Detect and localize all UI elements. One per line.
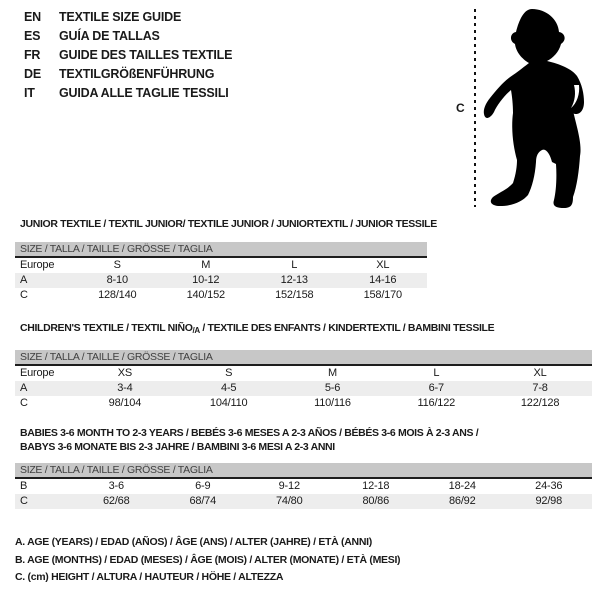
value-cell: 5-6 [324, 382, 341, 394]
row-label: B [20, 480, 28, 492]
value-cell: 98/104 [108, 397, 142, 409]
size-cell: XS [117, 367, 133, 379]
table-row [15, 273, 427, 288]
language-title: GUIDE DES TAILLES TEXTILE [59, 48, 233, 62]
value-cell: 10-12 [192, 274, 220, 286]
value-cell: 74/80 [275, 495, 303, 507]
size-table-children [15, 321, 592, 411]
footnote-b: B. AGE (MONTHS) / EDAD (MESES) / ÂGE (MOIS) / ALTER (MONATE) / ETÀ (MESI) [15, 553, 401, 566]
value-cell: 122/128 [520, 397, 560, 409]
value-cell: 9-12 [278, 480, 300, 492]
value-cell: 4-5 [221, 382, 237, 394]
table-grid [15, 350, 592, 411]
value-cell: 7-8 [532, 382, 548, 394]
language-code: FR [24, 48, 41, 62]
table-row [15, 396, 592, 411]
value-cell: 92/98 [535, 495, 563, 507]
language-row-it [24, 84, 232, 103]
size-cell: L [433, 367, 440, 379]
row-label: A [20, 274, 28, 286]
language-code: DE [24, 67, 41, 81]
value-cell: 3-4 [117, 382, 133, 394]
size-header-bar: SIZE / TALLA / TAILLE / GRÖSSE / TAGLIA [15, 463, 592, 479]
table-row [15, 479, 592, 494]
value-cell: 6-9 [195, 480, 211, 492]
baby-silhouette [464, 6, 594, 210]
value-cell: 8-10 [106, 274, 128, 286]
language-code: EN [24, 10, 41, 24]
table-title-line2: BABYS 3-6 MONATE BIS 2-3 JAHRE / BAMBINI 3-6 MESI A 2-3 ANNI [20, 441, 335, 453]
size-header-bar: SIZE / TALLA / TAILLE / GRÖSSE / TAGLIA [15, 350, 592, 366]
size-cell: S [113, 259, 121, 271]
table-title-subscript: /A [192, 326, 200, 335]
table-row [15, 288, 427, 303]
language-code: ES [24, 29, 41, 43]
value-cell: 128/140 [98, 289, 137, 301]
table-grid [15, 242, 427, 303]
table-title-text: CHILDREN'S TEXTILE / TEXTIL NIÑO [20, 322, 193, 334]
value-cell: 140/152 [186, 289, 225, 301]
baby-figure [484, 9, 584, 208]
value-cell: 6-7 [428, 382, 444, 394]
size-table-junior [15, 217, 437, 303]
row-label: Europe [20, 367, 55, 379]
language-row-fr [24, 46, 232, 65]
row-label: A [20, 382, 28, 394]
language-title: TEXTILE SIZE GUIDE [59, 10, 182, 24]
table-row [15, 258, 427, 273]
table-title: JUNIOR TEXTILE / TEXTIL JUNIOR/ TEXTILE JUNIOR / JUNIORTEXTIL / JUNIOR TESSILE [20, 218, 437, 230]
value-cell: 62/68 [102, 495, 130, 507]
value-cell: 18-24 [448, 480, 476, 492]
value-cell: 68/74 [189, 495, 217, 507]
language-row-de [24, 65, 232, 84]
size-cell: XL [533, 367, 547, 379]
height-measure-label: C [456, 101, 465, 115]
footnotes [15, 534, 400, 587]
value-cell: 14-16 [369, 274, 397, 286]
table-row [15, 366, 592, 381]
value-cell: 158/170 [363, 289, 402, 301]
value-cell: 80/86 [362, 495, 390, 507]
row-label: C [20, 495, 28, 507]
value-cell: 12-18 [362, 480, 390, 492]
value-cell: 116/122 [417, 397, 456, 409]
language-row-en [24, 8, 232, 27]
size-cell: M [201, 259, 211, 271]
row-label: C [20, 289, 28, 301]
row-label: C [20, 397, 28, 409]
table-title-line1: BABIES 3-6 MONTH TO 2-3 YEARS / BEBÉS 3-6 MESES A 2-3 AÑOS / BÉBÉS 3-6 MOIS À 2-3 ANS / [20, 427, 479, 439]
table-grid [15, 463, 592, 509]
footnote-c: C. (cm) HEIGHT / ALTURA / HAUTEUR / HÖHE / ALTEZZA [15, 571, 284, 583]
language-title: GUIDA ALLE TAGLIE TESSILI [59, 86, 229, 100]
language-title: GUÍA DE TALLAS [59, 29, 160, 43]
value-cell: 110/116 [314, 397, 351, 409]
table-row [15, 494, 592, 509]
footnote-a: A. AGE (YEARS) / EDAD (AÑOS) / ÂGE (ANS) / ALTER (JAHRE) / ETÀ (ANNI) [15, 536, 372, 548]
value-cell: 86/92 [448, 495, 476, 507]
value-cell: 3-6 [108, 480, 124, 492]
size-header-bar: SIZE / TALLA / TAILLE / GRÖSSE / TAGLIA [15, 242, 427, 258]
size-cell: L [291, 259, 298, 271]
table-title [15, 321, 592, 338]
size-table-babies [15, 426, 592, 509]
row-label: Europe [20, 259, 55, 271]
value-cell: 152/158 [275, 289, 314, 301]
language-title: TEXTILGRÖßENFÜHRUNG [59, 67, 215, 81]
size-cell: M [328, 367, 337, 379]
table-row [15, 381, 592, 396]
value-cell: 104/110 [209, 397, 248, 409]
table-title-text: / TEXTILE DES ENFANTS / KINDERTEXTIL / BAMBINI TESSILE [199, 322, 495, 334]
size-cell: XL [376, 259, 390, 271]
language-title-list [24, 8, 232, 103]
size-cell: S [225, 367, 233, 379]
language-row-es [24, 27, 232, 46]
value-cell: 12-13 [280, 274, 308, 286]
value-cell: 24-36 [535, 480, 563, 492]
language-code: IT [24, 86, 35, 100]
